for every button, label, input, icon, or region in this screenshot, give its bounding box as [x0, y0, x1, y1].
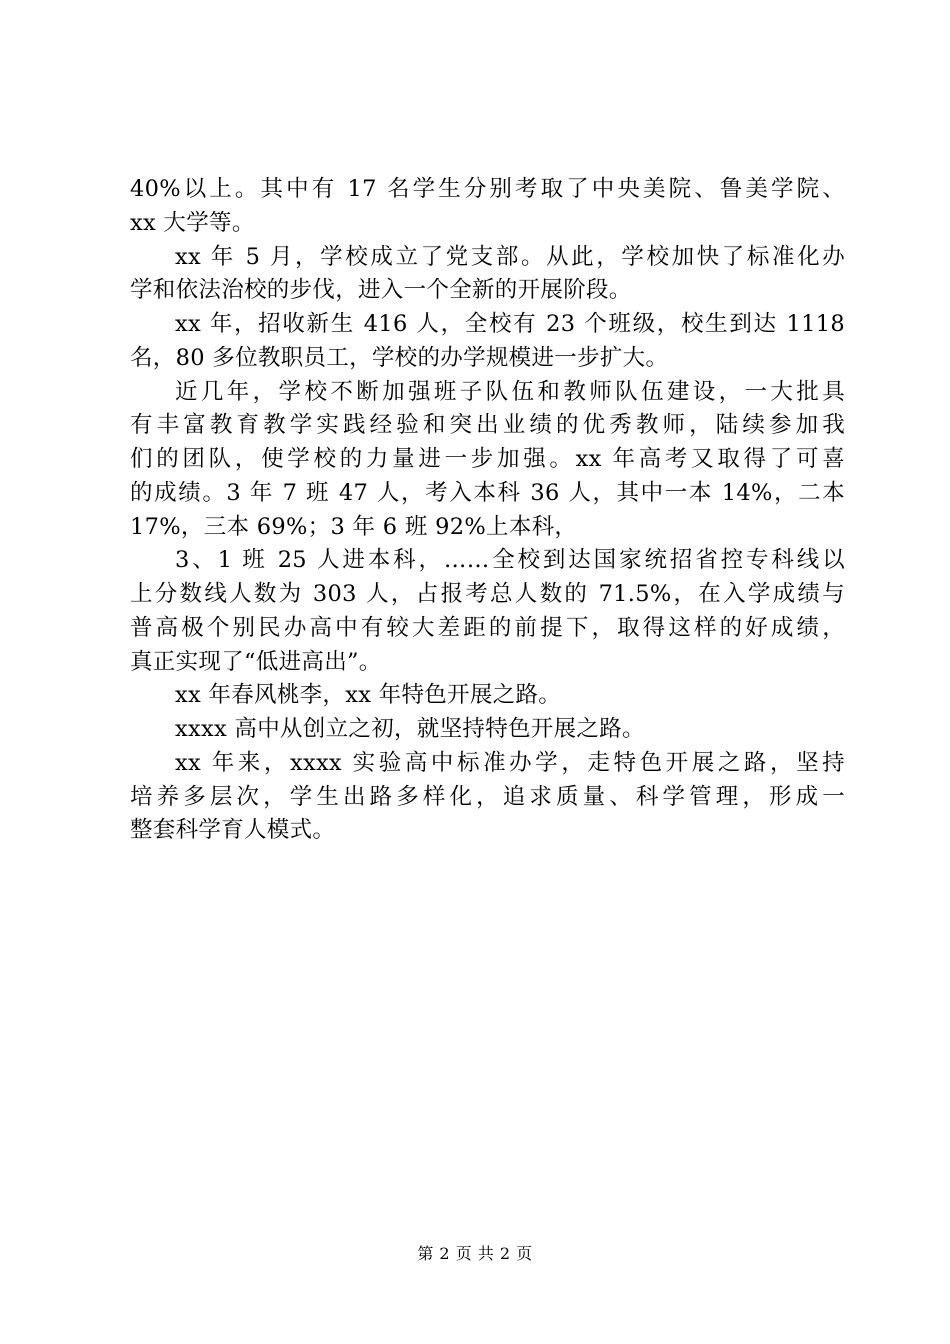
text-line: 3、1 班 25 人进本科，……全校到达国家统招省控专科线以 [175, 547, 845, 574]
text-line: 整套科学育人模式。 [130, 817, 336, 844]
page-footer: 第 2 页 共 2 页 [417, 1244, 533, 1263]
text-line: xxxx 高中从创立之初，就坚持特色开展之路。 [175, 716, 645, 742]
text-line: 40%以上。其中有 17 名学生分别考取了中央美院、鲁美学院、 [130, 176, 845, 202]
text-line: 上分数线人数为 303 人，占报考总人数的 71.5%，在入学成绩与 [130, 581, 845, 607]
text-line: xx 年春风桃李，xx 年特色开展之路。 [175, 682, 562, 709]
text-line: xx 大学等。 [130, 209, 255, 236]
text-line: 有丰富教育教学实践经验和突出业绩的优秀教师，陆续参加我 [130, 412, 845, 439]
text-line: xx 年 5 月，学校成立了党支部。从此，学校加快了标准化办 [175, 243, 845, 270]
text-line: xx 年，招收新生 416 人，全校有 23 个班级，校生到达 1118 [175, 311, 845, 337]
body-text [130, 173, 845, 848]
text-line: 17%，三本 69%；3 年 6 班 92%上本科， [130, 513, 578, 540]
text-line: 真正实现了“低进高出”。 [130, 648, 382, 675]
text-line: 普高极个别民办高中有较大差距的前提下，取得这样的好成绩， [130, 614, 845, 641]
text-line: 近几年，学校不断加强班子队伍和教师队伍建设，一大批具 [175, 378, 845, 405]
text-line: 名，80 多位教职员工，学校的办学规模进一步扩大。 [130, 344, 669, 371]
text-line: 学和依法治校的步伐，进入一个全新的开展阶段。 [130, 277, 632, 304]
text-line: 培养多层次，学生出路多样化，追求质量、科学管理，形成一 [130, 783, 845, 810]
text-line: xx 年来，xxxx 实验高中标准办学，走特色开展之路，坚持 [175, 749, 845, 776]
text-line: 的成绩。3 年 7 班 47 人，考入本科 36 人，其中一本 14%，二本 [130, 479, 845, 506]
text-line: 们的团队，使学校的力量进一步加强。xx 年高考又取得了可喜 [130, 446, 845, 472]
